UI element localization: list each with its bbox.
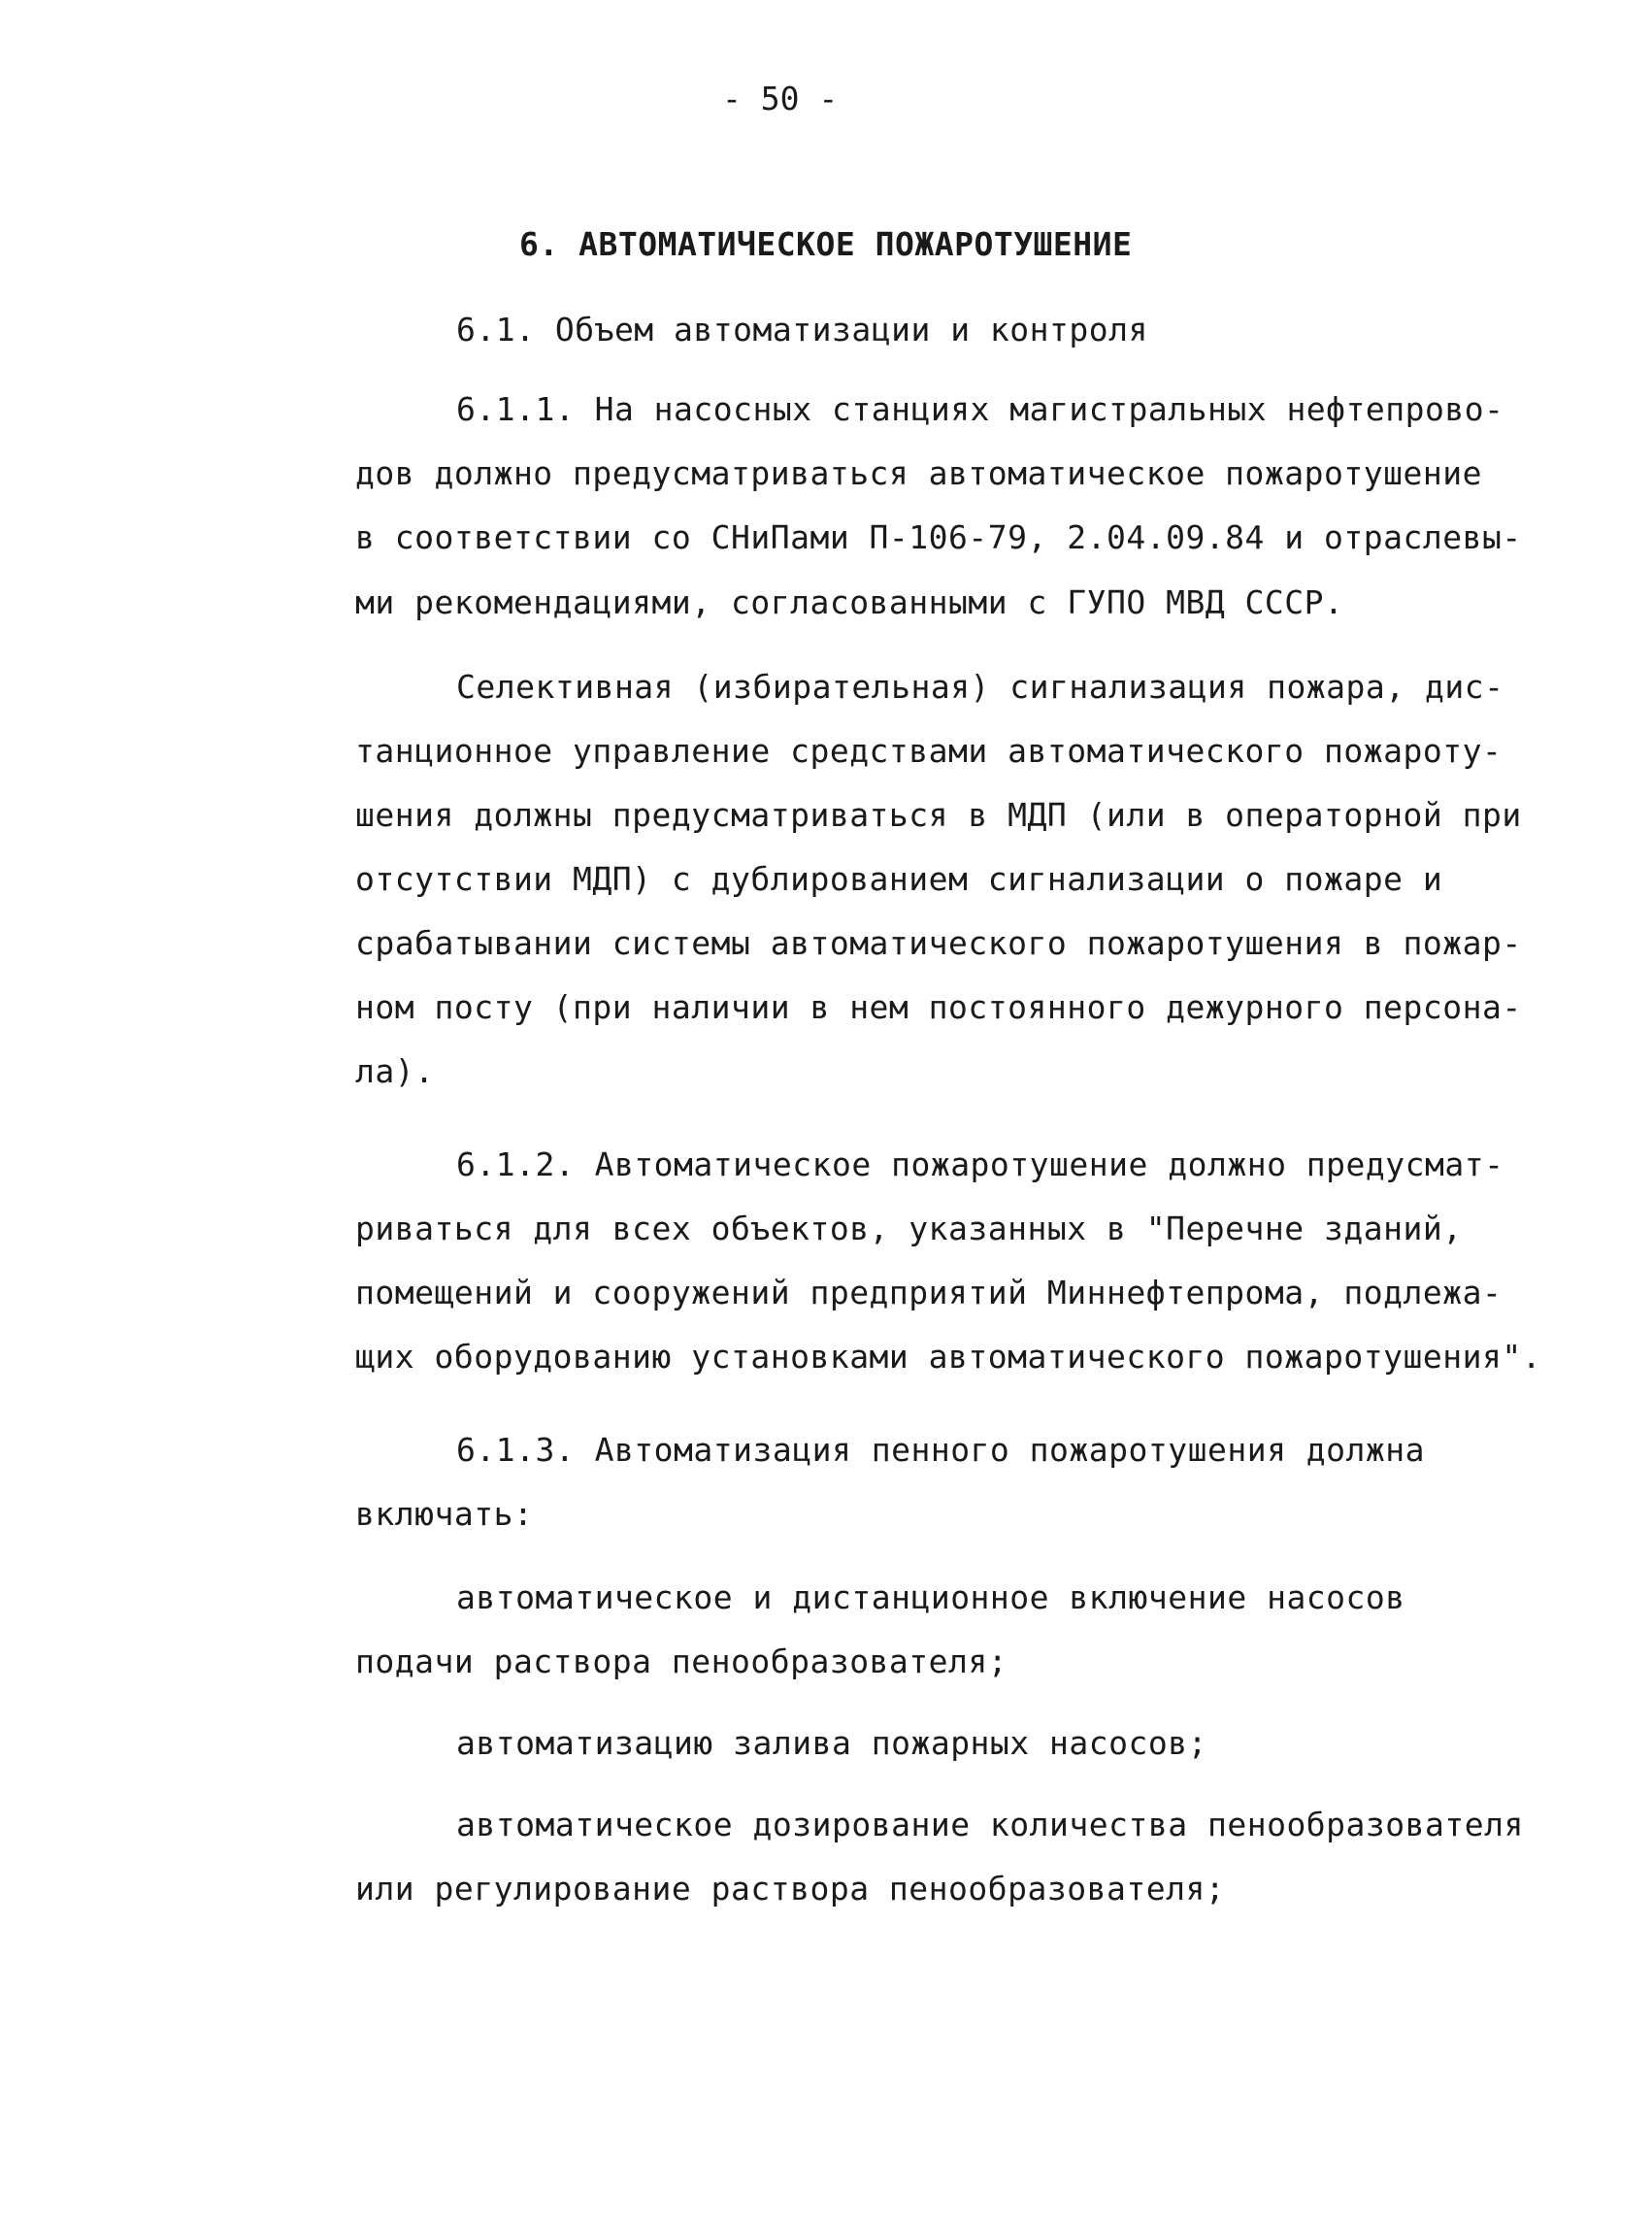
section-title: 6. АВТОМАТИЧЕСКОЕ ПОЖАРОТУШЕНИЕ bbox=[519, 225, 1133, 263]
page-number: - 50 - bbox=[722, 80, 839, 117]
list-item-line: или регулирование раствора пенообразователя; bbox=[355, 1870, 1226, 1908]
subsection-title: 6.1. Объем автоматизации и контроля bbox=[456, 311, 1148, 348]
list-item-line: подачи раствора пенообразователя; bbox=[355, 1642, 1008, 1680]
paragraph-line: включать: bbox=[355, 1495, 534, 1533]
paragraph-line: Селективная (избирательная) сигнализация пожара, дис- bbox=[456, 668, 1504, 706]
paragraph-line: танционное управление средствами автоматического пожароту- bbox=[355, 732, 1503, 770]
list-item-line: автоматизацию залива пожарных насосов; bbox=[456, 1724, 1207, 1762]
paragraph-line: помещений и сооружений предприятий Миннефтепрома, подлежа- bbox=[355, 1274, 1503, 1311]
paragraph-line: ла). bbox=[355, 1052, 435, 1090]
paragraph-line: ном посту (при наличии в нем постоянного дежурного персона- bbox=[355, 988, 1522, 1026]
list-item-line: автоматическое и дистанционное включение насосов bbox=[456, 1578, 1405, 1616]
paragraph-line: 6.1.2. Автоматическое пожаротушение должно предусмат- bbox=[456, 1145, 1504, 1183]
paragraph-line: 6.1.1. На насосных станциях магистральных нефтепрово- bbox=[456, 390, 1504, 428]
paragraph-line: 6.1.3. Автоматизация пенного пожаротушения должна bbox=[456, 1431, 1426, 1469]
paragraph-line: дов должно предусматриваться автоматическое пожаротушение bbox=[355, 454, 1482, 492]
paragraph-line: отсутствии МДП) с дублированием сигнализации о пожаре и bbox=[355, 860, 1443, 898]
paragraph-line: риваться для всех объектов, указанных в "Перечне зданий, bbox=[355, 1210, 1463, 1247]
list-item-line: автоматическое дозирование количества пенообразователя bbox=[456, 1806, 1524, 1843]
paragraph-line: ми рекомендациями, согласованными с ГУПО МВД СССР. bbox=[355, 583, 1344, 621]
paragraph-line: в соответствии со СНиПами П-106-79, 2.04.09.84 и отраслевы- bbox=[355, 518, 1522, 556]
paragraph-line: срабатывании системы автоматического пожаротушения в пожар- bbox=[355, 924, 1522, 962]
paragraph-line: шения должны предусматриваться в МДП (или в операторной при bbox=[355, 796, 1522, 834]
paragraph-line: щих оборудованию установками автоматического пожаротушения". bbox=[355, 1338, 1542, 1376]
